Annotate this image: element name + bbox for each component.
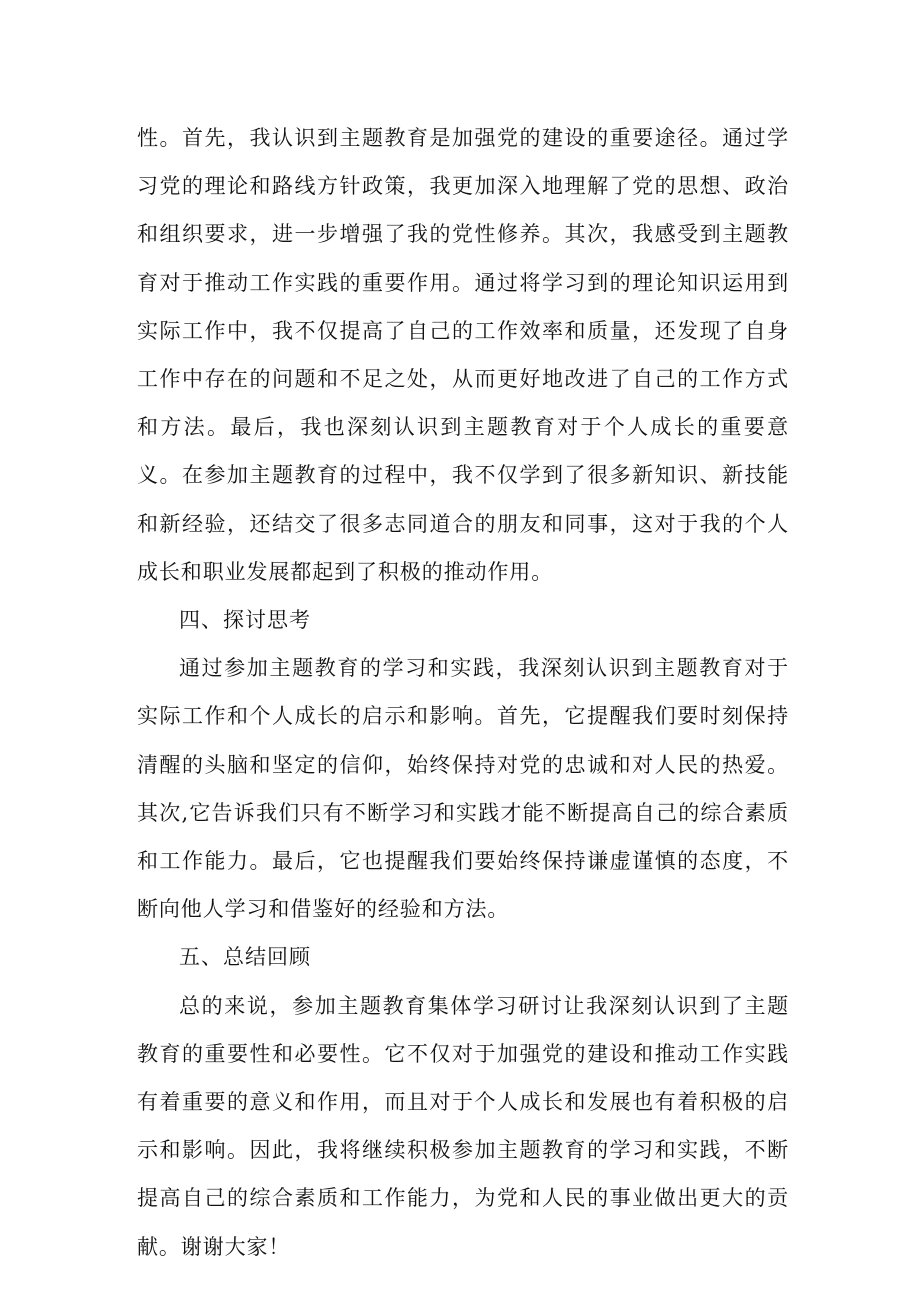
- paragraph-continued: 性。首先，我认识到主题教育是加强党的建设的重要途径。通过学习党的理论和路线方针政策，我更加深入地理解了党的思想、政治和组织要求，进一步增强了我的党性修养。其次，我感受到主题教育对于推动工作实践的重要作用。通过将学习到的理论知识运用到实际工作中，我不仅提高了自己的工作效率和质量，还发现了自身工作中存在的问题和不足之处，从而更好地改进了自己的工作方式和方法。最后，我也深刻认识到主题教育对于个人成长的重要意义。在参加主题教育的过程中，我不仅学到了很多新知识、新技能和新经验，还结交了很多志同道合的朋友和同事，这对于我的个人成长和职业发展都起到了积极的推动作用。: [137, 126, 789, 584]
- paragraph-summary: 总的来说，参加主题教育集体学习研讨让我深刻认识到了主题教育的重要性和必要性。它不仅对于加强党的建设和推动工作实践有着重要的意义和作用，而且对于个人成长和发展也有着积极的启示和影响。因此，我将继续积极参加主题教育的学习和实践，不断提高自己的综合素质和工作能力，为党和人民的事业做出更大的贡献。谢谢大家！: [137, 993, 789, 1259]
- section-heading-five: 五、总结回顾: [179, 945, 311, 970]
- document-body: [137, 114, 789, 1271]
- paragraph-discussion: 通过参加主题教育的学习和实践，我深刻认识到主题教育对于实际工作和个人成长的启示和影响。首先，它提醒我们要时刻保持清醒的头脑和坚定的信仰，始终保持对党的忠诚和对人民的热爱。其次,它告诉我们只有不断学习和实践才能不断提高自己的综合素质和工作能力。最后，它也提醒我们要始终保持谦虚谨慎的态度，不断向他人学习和借鉴好的经验和方法。: [137, 656, 789, 922]
- section-heading-four: 四、探讨思考: [179, 608, 311, 633]
